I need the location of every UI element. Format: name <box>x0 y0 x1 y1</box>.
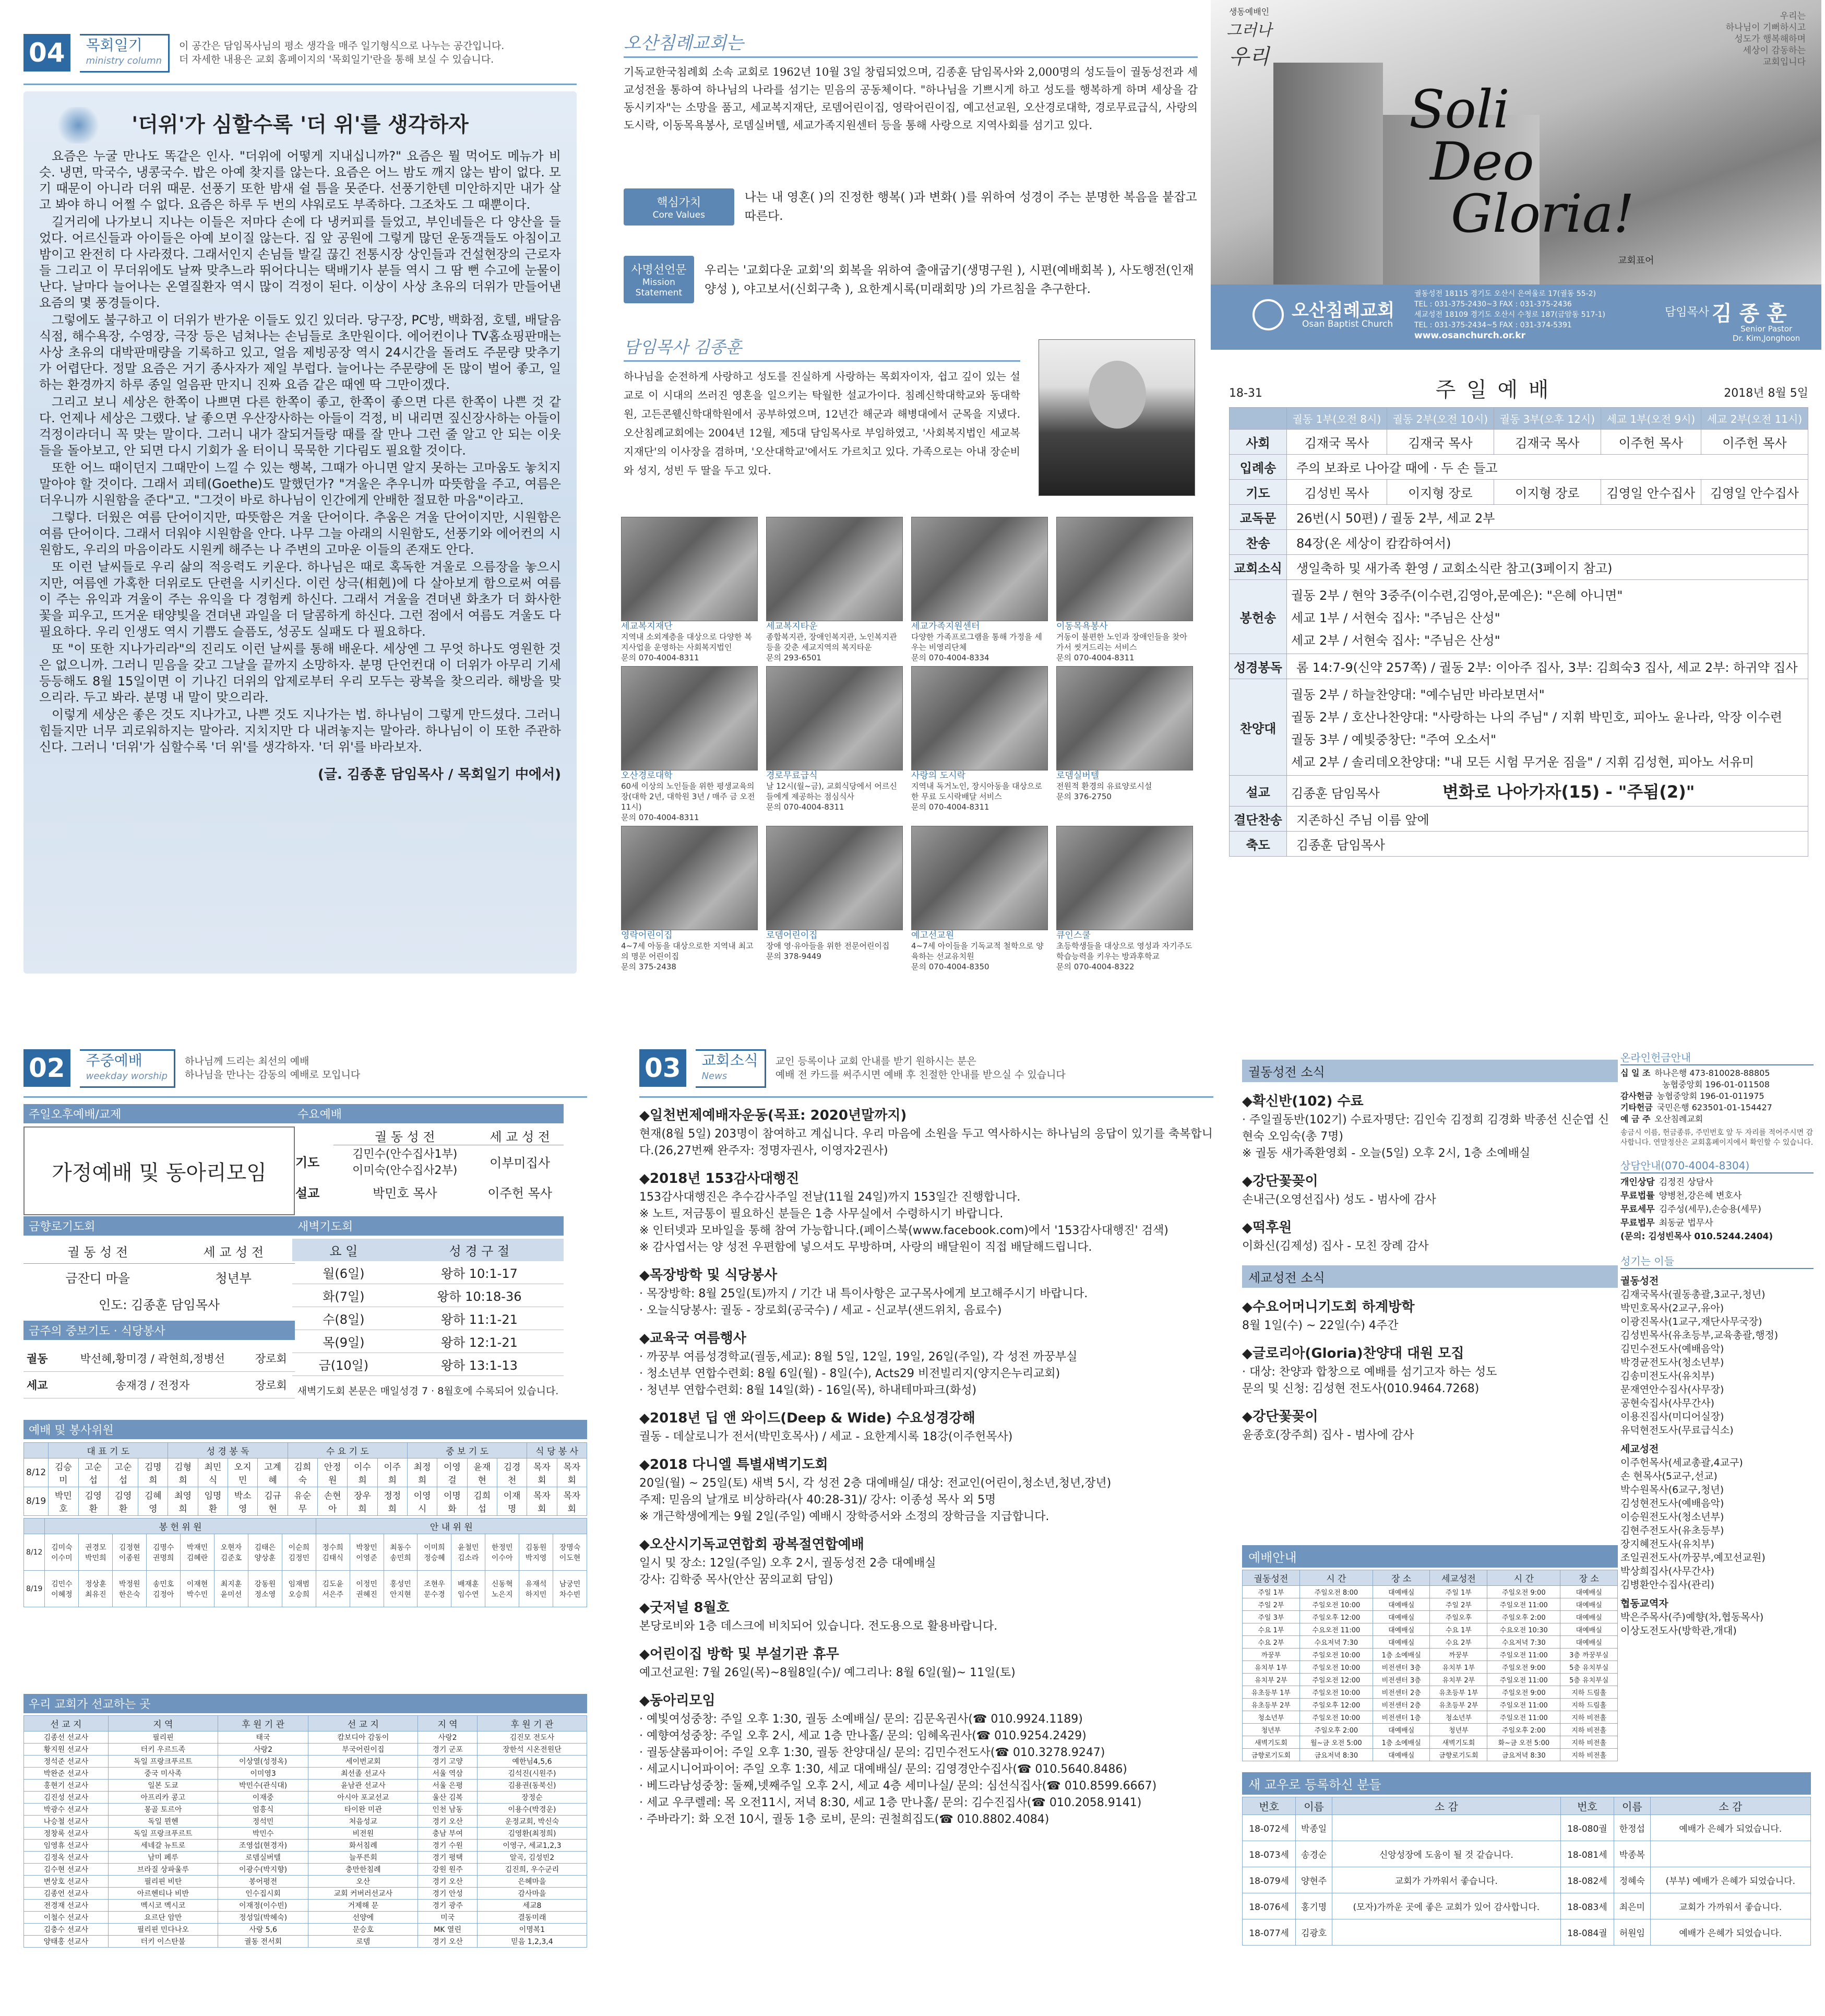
poem-line: 우리는 <box>1780 11 1806 21</box>
ministry-photo <box>766 666 903 770</box>
gwoldong-list <box>1242 1090 1618 1255</box>
news-heading: ◆강단꽃꽂이 <box>1242 1409 1318 1425</box>
segyo-list <box>1242 1296 1618 1444</box>
slogan-small: 생동예배인 그러나 우리 <box>1226 7 1272 69</box>
ministry-caption: 세교가족지원센터 다양한 가족프로그램을 통해 가정을 세우는 비영리단체 문의 070-4004-8334 <box>911 621 1042 662</box>
midweek-service <box>23 1321 295 1398</box>
ministry-photo <box>911 826 1048 930</box>
pastor-bio: 하나님을 순전하게 사랑하고 성도를 진실하게 사랑하는 목회자이자, 쉽고 깊이 있는 설교로 이 시대의 쓰러진 영혼을 일으키는 탁월한 설교가이다. 침례신학대학교와 동대학원, 고든콘웰신학대학원에서 공부하였으며, 12년간 해군과 해병대에서 군목을 지냈다. 오산침례교회에는 2004년 12월, 제5대 담임목사로 부임하였고, '사회복지법인 세교복지재단'의 이사장을 겸하며, '오산대학교'에서도 가르치고 있다. 가족으로는 아내 장순비와 성지, 성빈 두 딸을 두고 있다. <box>624 370 1020 477</box>
order-cell: 궐동 2부 / 하늘찬양대: "예수님만 바라보면서" 궐동 2부 / 호산나찬양대: "사랑하는 나의 주님" / 지휘 박민호, 피아노 윤나라, 악장 이수련 궐동 3부 / 예빛중창단: "주여 오소서" 세교 2부 / 솔리데오찬양대: "내 모든 시험 무거운 짐을" / 지휘 김성현, 피아노 서유미 <box>1287 679 1808 776</box>
news-heading: ◆2018 다니엘 특별새벽기도회 <box>639 1457 828 1473</box>
news-line: · 대상: 찬양과 합창으로 예배를 섬기고자 하는 성도 <box>1242 1366 1497 1379</box>
ministry-caption: 세교복지재단 지역내 소외계층을 대상으로 다양한 복지사업을 운영하는 사회복지법인 문의 070-4004-8311 <box>621 621 752 662</box>
ministry-photo <box>766 826 903 930</box>
staff-member: 이광진목사(1교구,재단사무국장) <box>1620 1316 1762 1327</box>
church-intro <box>624 29 1198 134</box>
divider <box>624 360 1020 362</box>
order-label: 입례송 <box>1230 455 1287 480</box>
cover-poem <box>1726 10 1806 68</box>
column-paragraph: 또 이런 날씨들로 우리 삶의 적응력도 키운다. 하나님은 때로 혹독한 겨울로 으름장을 놓으시지만, 여름엔 가혹한 더위로도 단련을 시키신다. 이런 상극(相剋)에 다 살아보게 함으로써 여름이 주는 유익과 겨울이 주는 유익을 다 경험케 하신다. 그래서 겨울을 견뎌낸 화초가 더 화사한 꽃을 피우고, 뜨거운 태양빛을 견뎌낸 과일을 더 달콤하게 하신다. 그런 점에서 여름도 겨울도 다 필요하다. 우리 인생도 역시 기쁨도 슬픔도, 성공도 실패도 다 필요하다. <box>39 560 561 639</box>
ink-splash-decoration <box>55 107 102 144</box>
worship-title: 주 일 예 배 <box>1435 378 1551 402</box>
friday-prayer <box>23 1216 295 1317</box>
news-line: ※ 개근학생에게는 9월 2일(주일) 예배시 장학증서와 소정의 장학금을 지급합니다. <box>639 1510 1049 1523</box>
news-heading: ◆오산시기독교연합회 광복절연합예배 <box>639 1537 864 1552</box>
pastor-label: 담임목사 <box>1665 306 1710 319</box>
ministry-caption: 로뎀어린이집 장애 영·유아들을 위한 전문어린이집 문의 378-9449 <box>766 930 890 961</box>
online-list <box>1620 1068 1814 1125</box>
sermon-title: 변화로 나아가자(15) - "주됨(2)" <box>1442 782 1695 802</box>
ministry-card <box>1056 517 1193 663</box>
ministry-caption: 예고선교원 4~7세 아이들을 기독교적 철학으로 양육하는 선교유치원 문의 070-4004-8350 <box>911 930 1044 971</box>
news-line: · 베드라남성중창: 둘째,넷째주일 오후 2시, 세교 4층 세미나실/ 문의: 심선식집사(☎ 010.8599.6667) <box>639 1780 1157 1793</box>
missions-label: 우리 교회가 선교하는 곳 <box>23 1694 587 1713</box>
mission-statement <box>624 256 1198 303</box>
ministry-photo <box>911 517 1048 621</box>
motto: Soli Deo Gloria! <box>1409 79 1635 244</box>
news-line: 153감사대행진은 추수감사주일 전날(11월 24일)까지 153일간 진행합니다. <box>639 1191 1021 1204</box>
section-description: 교인 등록이나 교회 안내를 받기 원하시는 분은 예배 전 카드를 써주시면 예배 후 친절한 안내를 받으실 수 있습니다 <box>775 1056 1066 1081</box>
ministry-caption: 로뎀실버텔 전원적 환경의 유료양로시설 문의 376-2750 <box>1056 770 1152 801</box>
order-cell: 김종훈 담임목사 <box>1287 832 1808 857</box>
order-cell: 지존하신 주님 이름 앞에 <box>1287 807 1808 832</box>
order-label: 축도 <box>1230 832 1287 857</box>
column-paragraph: 또 "이 또한 지나가리라"의 진리도 이런 날씨를 통해 배운다. 세상엔 그 무엇 하나도 영원한 것은 없으니까. 그러니 믿음을 갖고 그날을 끝까지 소망하자. 분명 단언컨대 이 더위가 아무리 기세등등해도 8월 15일이면 이 기나긴 더위의 압제로부터 우리 모두는 광복을 찾으리라. 해방을 맞으리라. 두고 봐라. 분명 내 말이 맞으리라. <box>39 642 561 705</box>
ministry-card <box>766 517 903 663</box>
staff-member: 유덕현전도사(무료급식소) <box>1620 1425 1734 1436</box>
service-committee <box>23 1420 587 1607</box>
ministry-photo <box>1056 666 1193 770</box>
core-values-tag: 핵심가치 Core Values <box>624 188 734 226</box>
worship-header <box>1229 373 1808 403</box>
news-line: 강사: 김학중 목사(안산 꿈의교회 담임) <box>639 1573 833 1586</box>
staff-member: 이용진집사(미디어실장) <box>1620 1411 1724 1422</box>
pastor-face <box>1089 361 1146 429</box>
news-list <box>639 1096 1213 1828</box>
ministry-card <box>911 517 1048 663</box>
news-heading: ◆글로리아(Gloria)찬양대 대원 모집 <box>1242 1346 1464 1361</box>
pastor-photo <box>1039 339 1195 496</box>
service-column: 궐동 1부(오전 8시) <box>1287 408 1387 430</box>
counsel-label: 상담안내(070-4004-8304) <box>1620 1157 1814 1173</box>
section-title: 목회일기 ministry column <box>80 34 170 73</box>
new-members <box>1242 1772 1811 1946</box>
ministry-card <box>621 826 758 972</box>
news-heading: ◆2018년 153감사대행진 <box>639 1171 800 1187</box>
news-heading: ◆동아리모임 <box>639 1693 715 1709</box>
counsel-row: 개인상담 김정진 상담사 <box>1620 1177 1713 1188</box>
service-column: 세교 1부(오전 9시) <box>1601 408 1701 430</box>
ministry-caption: 경로무료급식 날 12시(월~금), 교회식당에서 어르신들에게 제공하는 점심식사 문의 070-4004-8311 <box>766 770 897 812</box>
staff-member: 이상도전도사(방학관,개대) <box>1620 1625 1737 1636</box>
news-line: 궐동 - 데살로니가 전서(박민호목사) / 세교 - 요한계시록 18강(이주헌목사) <box>639 1430 1013 1443</box>
service-label: 예배 및 봉사위원 <box>23 1420 587 1439</box>
staff-member: 손 현목사(5교구,선교) <box>1620 1471 1717 1482</box>
ministry-photo <box>911 666 1048 770</box>
staff-member: 조일권전도사(까꿍부,예꼬선교원) <box>1620 1552 1766 1563</box>
order-cell: 주의 보좌로 나아갈 때에 · 두 손 들고 <box>1287 455 1808 480</box>
weekday-header <box>23 1049 587 1088</box>
staff-member: 이승원전도사(청소년부) <box>1620 1511 1724 1523</box>
news-line: · 오늘식당봉사: 궐동 - 장로회(공국수) / 세교 - 신교부(샌드위치, 음료수) <box>639 1304 1002 1317</box>
service-column: 세교 2부(오전 11시) <box>1701 408 1808 430</box>
offering-row: 십 일 조 하나은행 473-810028-88805 농협중앙회 196-01-011508 <box>1620 1068 1770 1089</box>
news-heading: ◆수요어머니기도회 하계방학 <box>1242 1299 1415 1315</box>
column-body <box>23 138 577 755</box>
service-column: 궐동 3부(오후 12시) <box>1494 408 1601 430</box>
column-paragraph: 이렇게 세상은 좋은 것도 지나가고, 나쁜 것도 지나가는 법. 하나님이 그렇게 만드셨다. 그러니 힘들지만 너무 괴로워하지는 말아라. 지치지만 다 내려놓지는 말아라. 하나님이 이 또한 주관하신다. 그러니 '더위'가 심할수록 '더 위'를 생각하자. '더 위'를 바라보자. <box>39 707 561 754</box>
afternoon-worship <box>23 1104 295 1215</box>
ministry-photo <box>621 517 758 621</box>
section-number: 03 <box>639 1049 686 1087</box>
worship-date: 2018년 8월 5일 <box>1724 387 1808 400</box>
news-line: · 세교 우쿠렐레: 목 오전11시, 저녁 8:30, 세교 1층 만나홀/ 문의: 김수진집사(☎ 010.2058.9141) <box>639 1796 1142 1809</box>
divider <box>23 84 577 85</box>
order-cell: 김재국 목사 <box>1287 430 1387 455</box>
ministry-photo <box>1056 826 1193 930</box>
order-label: 교회소식 <box>1230 555 1287 580</box>
section-number: 02 <box>23 1049 70 1087</box>
ministry-caption: 오산경로대학 60세 이상의 노인들을 위한 평생교육의 장(대학 2년, 대학원 3년 / 매주 금 오전 11시) 문의 070-4004-8311 <box>621 770 755 822</box>
counsel-row: 무료세무 김주성(세무),손승용(세무) <box>1620 1204 1761 1215</box>
ministry-card <box>621 666 758 823</box>
news-heading: ◆목장방학 및 식당봉사 <box>639 1267 778 1283</box>
column-heading: '더위'가 심할수록 '더 위'를 생각하자 <box>132 112 469 137</box>
counsel-row: 무료법무 최동균 법무사 <box>1620 1218 1713 1228</box>
cover-image <box>1211 0 1821 292</box>
column-box <box>23 91 577 974</box>
worship-guide <box>1242 1545 1618 1761</box>
news-heading: ◆교육국 여름행사 <box>639 1331 746 1346</box>
news-line: · 세교시니어파이어: 주일 오후 1:30, 세교 대예배실/ 문의: 김영경안수집사(☎ 010.5640.8486) <box>639 1763 1127 1776</box>
guide-table: 궐동성전 시 간 장 소 세교성전 시 간 장 소 주일 1부 주일오전 8:00 대예배실 주일 1부 주일오전 9:00 대예배실 주일 2부 주일오전 10:00 대예배실 주일 2부 주일오전 11:00 대예배실 주일 3부 주일오후 12:00 대예배실 주일오후 주일오후 2:00 대예배실 수요 1부 수요오전 11:00 대예배실 수요 1부 수요오전 10:30 대예배실 수요 2부 수요저녁 7:30 대예배실 수요 2부 수요저녁 7:30 대예배실 까꿍부 주일오전 10:00 1층 소예배실 까꿍부 주일오전 11:00 3층 까꿍부실 유치부 1부 주일오전 10:00 비전센터 3층 유치부 1부 주일오전 9:00 5층 유치부실 유치부 2부 주일오전 12:00 비전센터 3층 유치부 2부 주일오전 11:00 5층 유치부실 유초등부 1부 주일오전 10:00 비전센터 2층 유초등부 1부 주일오전 9:00 지하 드림홀 유초등부 2부 주일오후 12:00 비전센터 2층 유초등부 2부 주일오전 11:00 지하 드림홀 청소년부 주일오전 10:00 비전센터 1층 청소년부 주일오전 11:00 지하 비전홀 청년부 주일오후 2:00 대예배실 청년부 주일오후 2:00 지하 비전홀 새벽기도회 월~금 오전 5:00 1층 소예배실 새벽기도회 화~금 오전 5:00 지하 비전홀 금향로기도회 금요저녁 8:30 대예배실 금향로기도회 금요저녁 8:30 지하 비전홀 <box>1242 1570 1618 1761</box>
column-signature: (글. 김종훈 담임목사 / 목회일기 中에서) <box>317 767 561 782</box>
news-line: 8월 1일(수) ~ 22일(수) 4주간 <box>1242 1319 1399 1332</box>
wednesday-table: 궐 동 성 전 세 교 성 전 기도 김민수(안수집사1부) 이미숙(안수집사2부) 이부미집사 설교 박민호 목사 이주헌 목사 <box>292 1126 564 1206</box>
news-line: · 청소년부 연합수련회: 8월 6일(월) - 8일(수), Acts29 비전빌리지(양지은누리교회) <box>639 1367 1060 1380</box>
counsel-list <box>1620 1176 1814 1243</box>
offering-row: 기타헌금 국민은행 623501-01-154427 <box>1620 1102 1772 1112</box>
order-cell: 김영일 안수집사 <box>1701 480 1808 505</box>
church-tower-drawing <box>1273 63 1383 292</box>
order-label: 기도 <box>1230 480 1287 505</box>
order-cell: 롬 14:7-9(신약 257쪽) / 궐동 2부: 이아주 집사, 3부: 김희숙3 집사, 세교 2부: 하귀약 집사 <box>1287 654 1808 679</box>
news-heading: ◆강단꽃꽂이 <box>1242 1173 1318 1189</box>
news-line: 일시 및 장소: 12일(주일) 오후 2시, 궐동성전 2층 대예배실 <box>639 1557 936 1570</box>
service-table: 대 표 기 도 성 경 봉 독 수 요 기 도 중 보 기 도 식 당 봉 사 8/12 김승미 고순섭 고순섭 김명희 김형희 최민식 오지민 고계혜 김희숙 안정원 이수희 이주희 최정희 이영걸 윤재현 김경천 목자회 목자회 8/19 박민호 김영환 김영환 김혜영 최영희 임명환 박소영 김규현 유순무 손현아 장우희 정정희 이영시 이명화 김희섭 이재명 목자회 목자회 <box>23 1442 587 1516</box>
dawn-label: 새벽기도회 <box>292 1216 564 1236</box>
divider <box>624 56 1198 58</box>
news-line: 문의 및 신청: 김성현 전도사(010.9464.7268) <box>1242 1382 1480 1395</box>
mission-text: 우리는 '교회다운 교회'의 회복을 위하여 출애굽기(생명구원 ), 시편(예배회복 ), 사도행전(인재양성 ), 야고보서(신회구축 ), 요한계시록(미래회망 )의 가르침을 추구한다. <box>704 263 1194 296</box>
dawn-table: 요 일 성 경 구 절 월(6일) 왕하 10:1-17 화(7일) 왕하 10:18-36 수(8일) 왕하 11:1-21 목(9일) 왕하 12:1-21 금(10일) 왕하 13:1-13 <box>292 1239 564 1376</box>
news-line: 이화신(김제성) 집사 - 모친 장례 감사 <box>1242 1240 1429 1253</box>
order-cell: 김재국 목사 <box>1494 430 1601 455</box>
order-cell: 궐동 2부 / 현악 3중주(이수련,김영아,문예은): "은혜 아니면" 세교 1부 / 서현숙 집사: "주님은 산성" 세교 2부 / 서현숙 집사: "주님은 산성" <box>1287 580 1808 654</box>
order-cell: 26번(시 50편) / 궐동 2부, 세교 2부 <box>1287 505 1808 530</box>
order-label: 교독문 <box>1230 505 1287 530</box>
new-members-label: 새 교우로 등록하신 분들 <box>1242 1772 1811 1795</box>
staff-member: 김성현전도사(예배음악) <box>1620 1498 1724 1509</box>
pastor-english: Senior Pastor Dr. Kim,Jonghoon <box>1733 324 1800 343</box>
order-label: 설교 <box>1230 776 1287 807</box>
staff-group: 협동교역자 <box>1620 1598 1668 1609</box>
offering-row: 감사헌금 농협중앙회 196-01-011975 <box>1620 1091 1764 1101</box>
afternoon-label: 주일오후예배/교제 <box>23 1104 295 1123</box>
missions <box>23 1694 587 1948</box>
news-line: ※ 감사엽서는 양 성전 우편함에 넣으셔도 무방하며, 사랑의 배달원이 직접 배달해드립니다. <box>639 1241 1092 1254</box>
staff-member: 박수원목사(6교구,청년) <box>1620 1484 1724 1496</box>
news-heading: ◆확신반(102) 수료 <box>1242 1094 1364 1109</box>
order-label: 봉헌송 <box>1230 580 1287 654</box>
poem-line: 성도가 행복해하며 <box>1734 34 1806 44</box>
order-cell: 김재국 목사 <box>1387 430 1494 455</box>
news-line: 현재(8월 5일) 203명이 참여하고 계십니다. 우리 마음에 소원을 두고 역사하시는 하나님의 응답이 있기를 축복합니다.(26,27번째 완주자: 정명자권사, 이영자2권사) <box>639 1128 1213 1157</box>
order-label: 찬양대 <box>1230 679 1287 776</box>
church-name-en: Osan Baptist Church <box>1302 319 1393 329</box>
news-heading: ◆어린이집 방학 및 부설기관 휴무 <box>639 1646 839 1662</box>
afternoon-text: 가정예배 및 동아리모임 <box>23 1126 295 1215</box>
staff-list <box>1620 1274 1814 1638</box>
poem-line: 하나님이 기뻐하시고 <box>1725 22 1806 33</box>
news-heading: ◆떡후원 <box>1242 1220 1292 1236</box>
pastor-bio-block <box>624 334 1020 480</box>
online-note: 송금시 이름, 헌금종류, 주민번호 앞 두 자리를 적어주시면 감사합니다. 연말정산은 교회홈페이지에서 확인할 수 있습니다. <box>1620 1129 1814 1147</box>
staff-member: 박은주목사(주)예향(차,협동목사) <box>1620 1611 1764 1623</box>
dawn-note: 새벽기도회 본문은 매일성경 7 · 8월호에 수록되어 있습니다. <box>297 1385 559 1397</box>
friday-table: 궐 동 성 전 세 교 성 전 금잔디 마을 청년부 인도: 김종훈 담임목사 <box>23 1239 295 1317</box>
staff-member: 김성빈목사(유초등부,교육총괄,행정) <box>1620 1330 1779 1341</box>
news-line: 주제: 믿음의 날개로 비상하라(사 40:28-31)/ 강사: 이종성 목사 외 5명 <box>639 1493 996 1507</box>
news-heading: ◆일천번제예배자운동(목표: 2020년말까지) <box>639 1108 907 1123</box>
ministry-photo <box>1056 517 1193 621</box>
guide-label: 예배안내 <box>1242 1545 1618 1568</box>
news-line: 20일(월) ~ 25일(토) 새벽 5시, 각 성전 2층 대예배실/ 대상: 전교인(어린이,청소년,청년,장년) <box>639 1477 1112 1490</box>
counsel-row: 무료법률 양병천,강은혜 변호사 <box>1620 1191 1742 1201</box>
ministry-card <box>911 826 1048 972</box>
wednesday-worship <box>292 1104 564 1206</box>
news-line: · 주바라기: 화 오전 10시, 궐동 1층 로비, 문의: 권철희집도(☎ 010.8802.4084) <box>639 1813 1049 1826</box>
news-line: 윤종호(장주희) 집사 - 범사에 감사 <box>1242 1429 1414 1442</box>
column-paragraph: 또한 어느 때이던지 그때만이 느낄 수 있는 행복, 그때가 아니면 알지 못하는 고마움도 놓치지 말아야 할 것이다. 그래서 괴테(Goethe)도 말했던가? "겨울은 추우니까 따뜻함을 주고, 여름은 더우니까 시원함을 준다"고. "그것이 바로 하나님이 인간에게 안배한 절묘한 마음"이라고. <box>39 460 561 507</box>
ministry-photo <box>621 666 758 770</box>
ministry-photo-grid <box>621 517 1200 972</box>
order-cell: 이지형 장로 <box>1387 480 1494 505</box>
news-line: · 궐동샬롬파이어: 주일 오후 1:30, 궐동 찬양대실/ 문의: 김민수전도사(☎ 010.3278.9247) <box>639 1746 1105 1759</box>
section-title: 주중예배 weekday worship <box>80 1049 175 1088</box>
corner-cell <box>1230 408 1287 430</box>
section-description: 이 공간은 담임목사님의 평소 생각을 매주 일기형식으로 나누는 공간입니다. 더 자세한 내용은 교회 홈페이지의 '목회일기'란을 통해 보실 수 있습니다. <box>179 40 505 65</box>
church-info-bar <box>1211 284 1821 350</box>
new-members-table: 번호 이름 소 감 번호 이름 소 감 18-072세 박종일 18-080궐 한정섭 예배가 은혜가 되었습니다. 18-073세 송경순 신앙성장에 도움이 될 것 같습니다. 18-081세 박종복 18-079세 양현주 교회가 가까워서 좋습니다. 18-082세 정혜숙 (부부) 예배가 은혜가 되었습니다. 18-076세 홍기명 (모자)가까운 곳에 좋은 교회가 있어 감사합니다. 18-083세 최은미 교회가 가까워서 좋습니다. 18-077세 김광호 18-084궐 허원임 예배가 은혜가 되었습니다. <box>1242 1797 1811 1946</box>
intro-text: 기독교한국침례회 소속 교회로 1962년 10월 3일 창립되었으며, 김종훈 담임목사와 2,000명의 성도들이 궐동성전과 세교성전을 통하여 하나님의 나라를 섬기는 믿음의 공동체이다. "하나님을 기쁘시게 하고 성도를 행복하게 하며 세상을 감동시키자"는 소망을 품고, 세교복지재단, 로뎀어린이집, 영락어린이집, 예고선교원, 오산경로대학, 경로무료급식, 사랑의도시락, 이동목욕봉사, 로뎀실버텔, 세교가족지원센터 등을 통해 사랑으로 지역사회를 섬기고 있다. <box>624 66 1198 132</box>
staff-label: 성기는 이들 <box>1620 1253 1814 1269</box>
ministry-card <box>911 666 1048 823</box>
divider <box>23 1096 587 1098</box>
dawn-prayer <box>292 1216 564 1397</box>
column-paragraph: 요즘은 누굴 만나도 똑같은 인사. "더위에 어떻게 지내십니까?" 요즘은 뭘 먹어도 메뉴가 비슷. 냉면, 막국수, 냉콩국수. 밥은 아예 찾지를 않는다. 요즘은 어느 밤도 깨지 않는 밤이 없다. 모기 때문이 아니라 더위 때문. 선풍기 또한 밤새 쉴 틈을 못준다. 선풍기한텐 미안하지만 내가 살고 봐야 하니 어쩔 수 없다. 요즘은 하루 두 번의 샤워로도 부족하다. 그조차도 그 때뿐이다. <box>39 149 561 212</box>
news-line: 손내근(오영선집사) 성도 - 범사에 감사 <box>1242 1193 1436 1206</box>
ministry-card <box>766 666 903 823</box>
order-label: 사회 <box>1230 430 1287 455</box>
order-cell: 84장(온 세상이 캄캄하여서) <box>1287 530 1808 555</box>
staff-group: 세교성전 <box>1620 1443 1659 1455</box>
online-offering <box>1620 1049 1814 1638</box>
ministry-photo <box>621 826 758 930</box>
wednesday-label: 수요예배 <box>292 1104 564 1123</box>
news-line: ※ 궐동 새가족환영회 - 오늘(5일) 오후 2시, 1층 소예배실 <box>1242 1147 1531 1160</box>
midweek-label: 금주의 중보기도 · 식당봉사 <box>23 1321 295 1340</box>
ministry-card <box>1056 826 1193 972</box>
ministry-caption: 사랑의 도시락 지역내 독거노인, 장시아동을 대상으로 한 무료 도시락배달 서비스 문의 070-4004-8311 <box>911 770 1042 812</box>
section-number: 04 <box>23 34 70 72</box>
motto-label: 교회표어 <box>1618 255 1654 266</box>
core-values <box>624 188 1198 226</box>
order-cell: 김영일 안수집사 <box>1601 480 1701 505</box>
gwoldong-label: 궐동성전 소식 <box>1242 1060 1618 1082</box>
ministry-card <box>1056 666 1193 823</box>
news-line: · 주일궐동반(102기) 수료자명단: 김인숙 김정희 김경화 박종선 신순엽 신현숙 오임숙(총 7명) <box>1242 1113 1609 1143</box>
staff-member: 박경균전도사(청소년부) <box>1620 1357 1724 1368</box>
order-cell: 이주헌 목사 <box>1601 430 1701 455</box>
column-paragraph: 그리고 보니 세상은 한쪽이 나쁘면 다른 한쪽이 좋고, 한쪽이 좋으면 다른 한쪽이 나쁜 것 같다. 언제나 세상은 그랬다. 날 좋으면 우산장사하는 아들이 걱정, 비 내리면 짚신장사하는 아들이 걱정이라더니 꼭 맞는 말이다. 그러니 내가 잘되거들랑 때를 잘 만나 그런 줄 알고 안 되는 이웃들을 돌아보고, 안 되면 다시 기회가 올 터이니 묵묵한 기다림도 필요할 것이다. <box>39 395 561 458</box>
church-logo-icon <box>1253 299 1284 330</box>
issue-number: 18-31 <box>1229 387 1262 400</box>
staff-member: 문재연안수집사(사무장) <box>1620 1384 1724 1395</box>
ministry-caption: 세교복지타운 종합복지관, 장애인복지관, 노인복지관 등을 갖춘 세교지역의 복지타운 문의 293-6501 <box>766 621 897 662</box>
staff-member: 박민호목사(2교구,유아) <box>1620 1302 1724 1314</box>
news-line: · 예향여성중창: 주일 오후 2시, 세교 1층 만나홀/ 문의: 임혜옥권사(☎ 010.9254.2429) <box>639 1729 1087 1742</box>
news-line: ※ 노트, 저금통이 필요하신 분들은 1층 사무실에서 수령하시기 바랍니다. <box>639 1207 1004 1220</box>
news-line: · 목장방학: 8월 25일(토)까지 / 기간 내 특이사항은 교구목사에게 보고해주시기 바랍니다. <box>639 1287 1088 1300</box>
news-line: · 예빛여성중창: 주일 오후 1:30, 궐동 소예배실/ 문의: 김문옥권사(☎ 010.9924.1189) <box>639 1713 1083 1726</box>
order-cell: 이지형 장로 <box>1494 480 1601 505</box>
friday-label: 금향로기도회 <box>23 1216 295 1236</box>
order-cell: 김종훈 담임목사 변화로 나아가자(15) - "주됨(2)" <box>1287 776 1808 807</box>
order-cell: 생일축하 및 새가족 환영 / 교회소식란 참고(3페이지 참고) <box>1287 555 1808 580</box>
worship-order-table <box>1229 407 1808 857</box>
column-paragraph: 그렇다. 더웠은 여름 단어이지만, 따뜻함은 겨울 단어이다. 추움은 겨울 단어이지만, 시원함은 여름 단어이다. 그래서 더워야 시원함을 안다. 나무 그늘 아래의 시원함도, 선풍기와 에어컨의 시원함도, 우리의 마음이라도 시원케 해주는 나 주변의 고마운 이들의 존재도 안다. <box>39 510 561 557</box>
news-header <box>639 1049 1213 1088</box>
counsel-row: (문의: 김성빈목사 010.5244.2404) <box>1620 1231 1773 1242</box>
intro-script-title: 오산침례교회는 <box>624 33 744 54</box>
ministry-caption: 영락어린이집 4~7세 아동을 대상으로한 지역내 최고의 명문 어린이집 문의 375-2438 <box>621 930 754 971</box>
ministry-card <box>621 517 758 663</box>
section-title: 교회소식 News <box>696 1049 766 1088</box>
news-heading: ◆2018년 딥 앤 와이드(Deep & Wide) 수요성경강해 <box>639 1410 975 1426</box>
gwoldong-news <box>1242 1060 1618 1444</box>
staff-member: 공현숙집사(사무간사) <box>1620 1397 1715 1409</box>
news-line: ※ 인터넷과 모바일을 통해 참여 가능합니다.(페이스북(www.facebook.com)에서 '153감사대행진' 검색) <box>639 1224 1168 1237</box>
segyo-label: 세교성전 소식 <box>1242 1265 1618 1288</box>
news-line: 본당로비와 1층 데스크에 비치되어 있습니다. 전도용으로 활용바랍니다. <box>639 1620 998 1633</box>
staff-member: 박상희집사(사무간사) <box>1620 1566 1715 1577</box>
column-header <box>23 34 577 73</box>
offering-row: 예 금 주 오산침례교회 <box>1620 1114 1703 1124</box>
ministry-photo <box>766 517 903 621</box>
section-description: 하나님께 드리는 최선의 예배 하나님을 만나는 감동의 예배로 모입니다 <box>185 1056 361 1081</box>
poem-line: 교회입니다 <box>1762 57 1806 67</box>
midweek-table: 궐동 박선혜,황미경 / 곽현희,정병선 장로회 세교 송재경 / 전정자 장로회 <box>23 1345 295 1398</box>
ministry-caption: 이동목욕봉사 거동이 불편한 노인과 장애인들을 찾아가서 씻겨드리는 서비스 문의 070-4004-8311 <box>1056 621 1187 662</box>
ministry-card <box>766 826 903 972</box>
staff-member: 김병환안수집사(관리) <box>1620 1579 1715 1591</box>
staff-member: 김현주전도사(유초등부) <box>1620 1525 1724 1536</box>
ministry-caption: 큐인스쿨 초등학생들을 대상으로 영성과 자기주도 학습능력을 키우는 방과후학교 문의 070-4004-8322 <box>1056 930 1192 971</box>
news-heading: ◆굿저널 8월호 <box>639 1600 730 1616</box>
sunday-worship-order <box>1229 407 1808 857</box>
staff-member: 이주헌목사(세교총괄,4교구) <box>1620 1457 1743 1468</box>
core-values-text: 나는 내 영혼( )의 진정한 행복( )과 변화( )를 위하여 성경이 주는 분명한 복음을 붙잡고 따른다. <box>744 191 1197 223</box>
online-label: 온라인헌금안내 <box>1620 1049 1814 1065</box>
missions-table: 선 교 지 지 역 후 원 기 관 선 교 지 지 역 후 원 기 관 김종선 선교사 필리핀 태국 캄보디아 감동이 사랑2 김진모 전도사 황지원 선교사 터키 우르드족 사랑2 부국어린이집 경기 군포 장한석 시온전원단 정석준 선교사 독일 프랑크푸르트 이상열(성정옥) 세이번교회 경기 고양 예한님4,5,6 박완준 선교사 중국 미사족 이미영3 최선졸 선교사 서울 역삼 김석진(시원주) 홍현기 선교사 일본 도쿄 박민수(관식대) 윤남관 선교사 서울 은평 김용권(동북신) 김진성 선교사 아프리카 콩고 이재중 아시아 포교선교 울산 김복 장정순 박광수 선교사 몽골 토르아 엄흥식 타이완 미관 인천 남동 이용수(박경운) 나승철 선교사 독일 뮌헨 정석민 처음성교 경기 오산 운정교회, 박신숙 정창록 선교사 독일 프랑크푸르트 박민수 비전원 충남 부여 김영환(최정희) 임영휴 선교사 세네갈 뉴트로 조영섭(현경자) 화서침례 경기 수원 이영구, 세교1,2,3 김정옥 선교사 남미 페루 로뎀실버텔 늘푸른회 경기 평택 알곡, 김성빈2 김수현 선교사 브라질 상파울루 이광수(박지향) 충만한침례 강원 원주 김진희, 우수군리 변상호 선교사 필리핀 비탄 봉어평전 오산 경기 오산 은혜마을 김종언 선교사 아르헨티나 비반 인수집시회 교회 커버러선교사 경기 안성 감사마을 전경재 선교사 멕시코 멕시코 이재정(이수빈) 거제해 문 경기 광주 세교8 이철수 선교사 요르단 암만 정성일(박혜숙) 선양에 미국 결동미래 김충수 선교사 필리핀 민다나오 사랑 5,6 문승호 MK 열린 이명복1 양태홍 선교사 터키 이스탄불 궐동 전서회 로뎀 경기 오산 믿음 1,2,3,4 <box>23 1715 587 1948</box>
staff-member: 김민수전도사(예배음악) <box>1620 1343 1724 1355</box>
news-line: · 까꿍부 여름성경학교(궐동,세교): 8월 5일, 12일, 19일, 26일(주일), 각 성전 까꿍부실 <box>639 1350 1078 1363</box>
church-name: 오산침례교회 <box>1292 300 1395 321</box>
order-cell: 김성빈 목사 <box>1287 480 1387 505</box>
pastor-script-title: 담임목사 김종훈 <box>624 337 742 357</box>
order-label: 결단찬송 <box>1230 807 1287 832</box>
church-address: 궐동성전 18115 경기도 오산시 은여울로 17(궐동 55-2) TEL : 031-375-2430~3 FAX : 031-375-2436 세교성전 18109 경기도 오산시 수청로 187(금암동 517-1) TEL : 031-375-2434~5 FAX : 031-374-5391 www.osanchurch.or.kr <box>1414 290 1605 341</box>
news-line: · 청년부 연합수련회: 8월 14일(화) - 16일(목), 하내테마파크(화성) <box>639 1384 977 1397</box>
poem-line: 세상이 감동하는 <box>1743 45 1806 56</box>
news-line: 예고선교원: 7월 26일(목)~8월8일(수)/ 예그리나: 8월 6일(월)~ 11일(토) <box>639 1666 1016 1679</box>
pastor-name: 김 종 훈 <box>1712 302 1787 326</box>
service-table-2: 봉 헌 위 원 안 내 위 원 8/12 김미숙 이수미 권경모 박민희 김정현 이종원 김명수 권명희 박재민 김혜란 오현자 김준호 김태은 양상훈 이순희 김정민 정수희 김태식 박창민 이영준 최동수 송민희 이미희 정승혜 윤철민 김소라 한정민 이수아 김동원 박지영 장명숙 이도현 8/19 김민수 이혜정 정상훈 최유진 박정원 한은숙 송민호 김정아 이재현 박수민 최지훈 윤미선 강동원 정소영 임재범 오승희 김도윤 서은주 이정민 권혜진 홍성민 안지현 조현우 문수경 배재훈 임수연 신동혁 노은지 유재석 하지민 남궁민 차수빈 <box>23 1518 587 1607</box>
order-cell: 이주헌 목사 <box>1701 430 1808 455</box>
order-label: 성경봉독 <box>1230 654 1287 679</box>
staff-group: 궐동성전 <box>1620 1275 1659 1287</box>
column-paragraph: 길거리에 나가보니 지나는 이들은 저마다 손에 다 냉커피를 들었고, 부인네들은 다 양산을 들었다. 어르신들과 아이들은 아예 보이질 않는다. 집 앞 공원에 그렇게 많던 운동객들도 아침이고 밤이고 완전히 다 사라졌다. 그래서인지 손님들 발길 끊긴 전통시장 상인들과 건설현장의 근로자들 그리고 이 무더위에도 날짜 맞추느라 뛰어다니는 택배기사 분들 역시 그 땀 뻔 수고에 눈물이 난다. 날마다 늘어나는 온열질환자 역시 많이 걱정이 된다. 이상이 사상 초유의 더위가 만들어낸 요즘의 몇 풍경들이다. <box>39 215 561 310</box>
staff-member: 김재국목사(궐동총괄,3교구,청년) <box>1620 1289 1766 1300</box>
staff-member: 김송미전도사(유치부) <box>1620 1370 1715 1382</box>
column-paragraph: 그렇에도 불구하고 이 더위가 반가운 이들도 있긴 있더라. 당구장, PC방, 백화점, 호텔, 배달음식점, 해수욕장, 수영장, 극장 등은 넘쳐나는 손님들로 초만원이다. 에어컨이나 TV홈쇼핑판매는 사상 초유의 대박판매량을 기록하고 있고, 얼음 제빙공장 역시 24시간을 돌려도 주문량 맞추기가 어렵단다. 정말 요즘은 거기 종사자가 제일 부럽다. 늘어나는 주문량에 돈 많이 벌어 좋고, 일하는 환경까지 하루 종일 얼음판 만지니 진짜 요즘 같은 때엔 딱 그만이겠다. <box>39 313 561 392</box>
staff-member: 장지혜전도사(유치부) <box>1620 1538 1715 1550</box>
mission-tag: 사명선언문 Mission Statement <box>624 256 694 303</box>
service-column: 궐동 2부(오전 10시) <box>1387 408 1494 430</box>
order-label: 찬송 <box>1230 530 1287 555</box>
